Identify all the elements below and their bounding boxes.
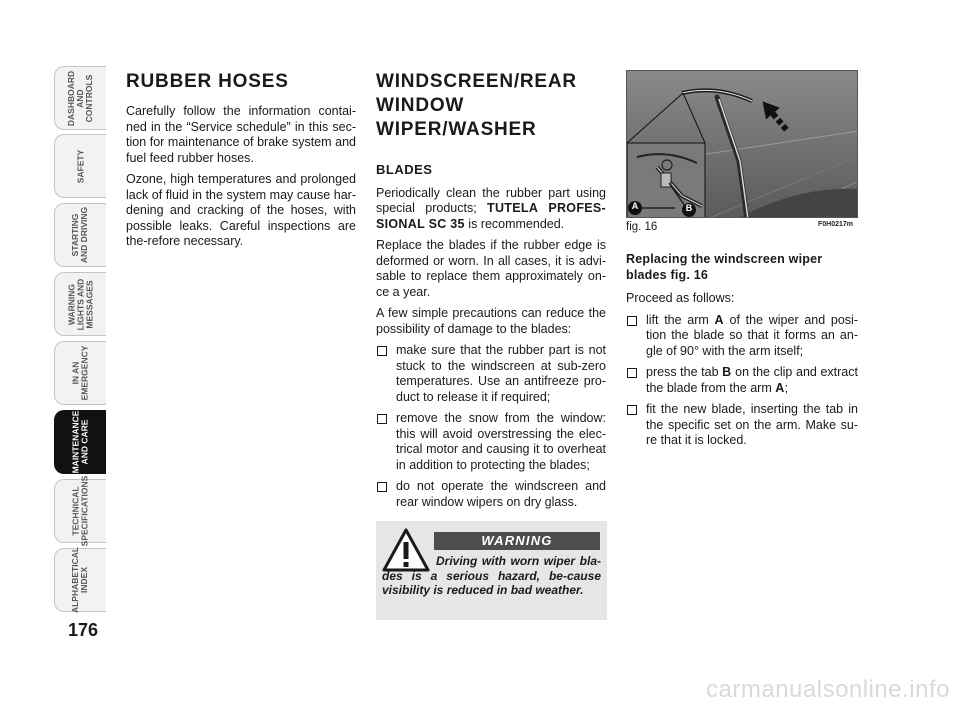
replacing-blades-section: [626, 252, 858, 455]
section-title: WINDSCREEN/REAR WINDOW WIPER/WASHER: [376, 71, 577, 140]
callout-b: B: [685, 203, 693, 213]
list-item: make sure that the rubber part is not stuck to the windscreen at sub-zero temperatures. Use an antifreeze pro-duct to release it if required;: [376, 343, 606, 405]
text: ;: [784, 380, 789, 395]
warning-box: [376, 521, 607, 620]
watermark: carmanualsonline.info: [706, 676, 950, 703]
paragraph: A few simple precautions can reduce the possibility of damage to the blades:: [376, 306, 606, 336]
tab-label: IN AN EMERGENCY: [70, 345, 90, 401]
tab-safety[interactable]: [54, 134, 106, 198]
tab-label: SAFETY: [75, 149, 85, 183]
figure-caption: fig. 16: [626, 221, 658, 233]
label-a: A: [775, 380, 785, 395]
wiper-illustration: [627, 71, 858, 218]
wiper-figure: [626, 70, 858, 218]
rubber-hoses-section: [126, 70, 356, 256]
procedure-list: [626, 313, 858, 449]
tab-alphabetical-index[interactable]: [54, 548, 106, 612]
list-item: remove the snow from the window: this will avoid overstressing the elec-trical motor and causing it to overheat in addition to protecting the blades;: [376, 411, 606, 473]
tab-starting-and-driving[interactable]: [54, 203, 106, 267]
precautions-list: [376, 343, 606, 510]
list-item: do not operate the windscreen and rear window wipers on dry glass.: [376, 479, 606, 510]
tab-label: ALPHABETICAL INDEX: [70, 546, 90, 614]
product-name: TUTELA PROFES-SIONAL SC 35: [376, 201, 606, 231]
list-item: fit the new blade, inserting the tab in the specific set on the arm. Make su-re that it is locked.: [626, 402, 858, 449]
text: press the tab: [646, 365, 723, 379]
text: Periodically clean the rubber part using special products;: [376, 185, 606, 215]
paragraph: Proceed as follows:: [626, 291, 735, 305]
wiper-section: [376, 70, 606, 516]
tab-label: DASHBOARD AND CONTROLS: [66, 70, 94, 126]
text: of the wiper and posi-tion the blade so that it forms an an-gle of 90° with the arm itself;: [646, 312, 858, 358]
list-item: [626, 313, 858, 360]
text: lift the arm: [646, 312, 715, 327]
paragraph: Carefully follow the information contai-ned in the “Service schedule” in this sec-tion for maintenance of brake system and fuel feed rubber hoses.: [126, 104, 356, 165]
list-item: [626, 365, 858, 396]
warning-text: Driving with worn wiper bla-des is a serious hazard, be-cause visibility is reduced in bad weather.: [382, 554, 601, 597]
tab-label: STARTING AND DRIVING: [70, 206, 90, 264]
tab-technical-specifications[interactable]: [54, 475, 106, 547]
tab-maintenance-and-care[interactable]: [54, 410, 106, 474]
text: is recommended.: [464, 216, 565, 231]
callout-a: A: [631, 201, 639, 211]
paragraph: Replace the blades if the rubber edge is deformed or worn. In all cases, it is advi-sable to replace them approximately on-ce a year.: [376, 238, 606, 299]
tab-label: MAINTENANCE AND CARE: [70, 410, 90, 474]
label-b: B: [722, 365, 732, 379]
figure-code: F0H0217m: [818, 221, 854, 228]
tab-dashboard-and-controls[interactable]: [54, 66, 106, 130]
tab-in-an-emergency[interactable]: [54, 341, 106, 405]
label-a: A: [714, 312, 724, 327]
paragraph: [376, 186, 606, 233]
page-number: 176: [67, 620, 99, 640]
paragraph: Ozone, high temperatures and prolonged lack of fluid in the system may cause har-dening and cracking of the hoses, with possible leaks. Careful inspections are the-refore necessary.: [126, 172, 356, 248]
tab-label: TECHNICAL SPECIFICATIONS: [70, 475, 90, 547]
tab-warning-lights-and-messages[interactable]: [54, 272, 106, 336]
subsection-title: Replacing the windscreen wiper blades fig. 16: [626, 252, 823, 282]
section-title: RUBBER HOSES: [126, 71, 289, 92]
text: on the clip and extract the blade from the arm: [646, 365, 858, 395]
subsection-title: BLADES: [376, 162, 433, 177]
warning-title: WARNING: [434, 532, 600, 550]
tab-label: WARNING LIGHTS AND MESSAGES: [66, 278, 95, 330]
